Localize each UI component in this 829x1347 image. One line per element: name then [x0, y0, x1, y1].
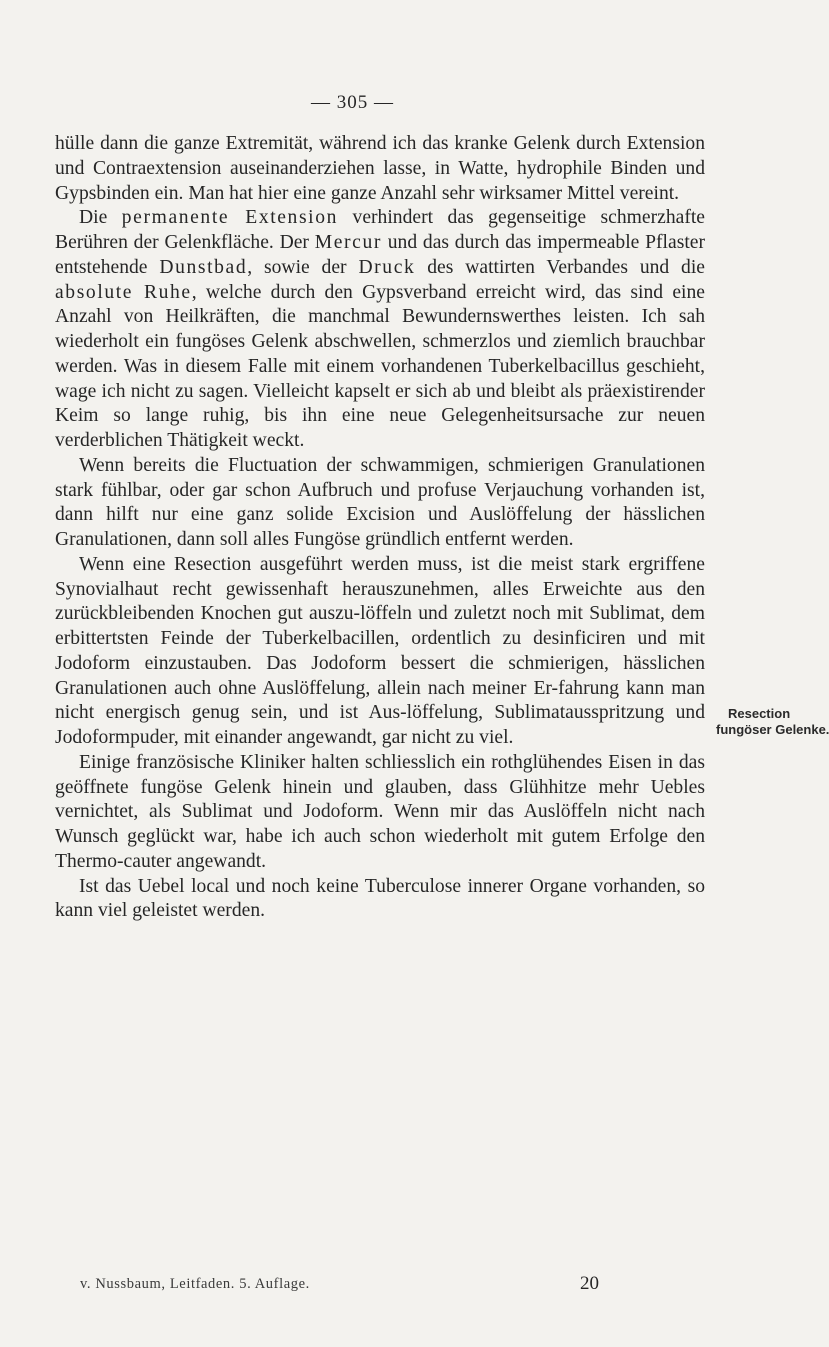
emphasis-permanent-extension: permanente Extension [121, 207, 339, 229]
paragraph-6 [55, 875, 705, 925]
emphasis-mercur: Mercur [314, 232, 382, 253]
paragraph-2-text-d: , sowie der [247, 256, 359, 278]
paragraph-2-text-a: Die [79, 207, 122, 229]
emphasis-dunstbad: Dunstbad [159, 256, 248, 278]
footer-publication: v. Nussbaum, Leitfaden. 5. Auflage. [80, 1276, 310, 1292]
paragraph-3-text: Wenn bereits die Fluctuation der schwammigen, schmierigen Granulationen stark fühlbar, oder gar schon Aufbruch und profuse Verjauchung vorhanden ist, dann hilft nur eine ganz solide Excision und Auslöffelung der hässlichen Granulationen, dann soll alles Fungöse gründlich entfernt werden. [55, 454, 705, 550]
paragraph-2-text-b: verhindert das gegenseitige schmerzhafte Berühren der Gelenkfläche. Der [55, 207, 705, 253]
page-number: — 305 — [311, 92, 394, 113]
paragraph-4-text: Wenn eine Resection ausgeführt werden muss, ist die meist stark ergriffene Synovialhaut recht gewissenhaft herauszunehmen, alles Erweichte aus den zurückbleibenden Knochen gut auszu-löffeln und zuletzt noch mit Sublimat, dem erbittertsten Feinde der Tuberkelbacillen, ordentlich zu desinficiren und mit Jodoform einzustauben. Das Jodoform bessert die schmierigen, hässlichen Granulationen auch ohne Auslöffelung, allein nach meiner Er-fahrung kann man nicht energisch genug sein, und ist Aus-löffelung, Sublimatausspritzung und Jodoformpuder, mit einander angewandt, gar nicht zu viel. [55, 553, 705, 748]
paragraph-4 [55, 553, 705, 751]
margin-note [716, 706, 829, 738]
paragraph-1 [55, 132, 705, 206]
paragraph-1-text: hülle dann die ganze Extremität, während ich das kranke Gelenk durch Extension und Contraextension auseinanderziehen lasse, in Watte, hydrophile Binden und Gypsbinden ein. Man hat hier eine ganze Anzahl sehr wirksamer Mittel vereint. [55, 133, 705, 204]
footer [80, 1273, 600, 1294]
paragraph-2-text-e: des wattirten Verbandes und die [415, 256, 705, 278]
paragraph-5-text: Einige französische Kliniker halten schliesslich ein rothglühendes Eisen in das geöffnete fungöse Gelenk hinein und glauben, dass Glühhitze mehr Uebles vernichtet, als Sublimat und Jodoform. Wenn mir das Auslöffeln nicht nach Wunsch geglückt war, habe ich auch schon wiederholt mit gutem Erfolge den Thermo-cauter angewandt. [55, 751, 705, 872]
paragraph-2 [55, 206, 705, 454]
paragraph-6-text: Ist das Uebel local und noch keine Tuberculose innerer Organe vorhanden, so kann viel geleistet werden. [55, 875, 705, 922]
margin-note-line-1: Resection [728, 706, 791, 721]
margin-note-line-2: fungöser Gelenke. [716, 722, 829, 737]
paragraph-3 [55, 454, 705, 553]
footer-signature-mark: 20 [580, 1273, 599, 1294]
emphasis-absolute-ruhe: absolute Ruhe [55, 281, 192, 303]
emphasis-druck: Druck [358, 256, 416, 278]
paragraph-2-text-f: , welche durch den Gypsverband erreicht wird, das sind eine Anzahl von Heilkräften, die manchmal Bewundernswerthes leisten. Ich sah wiederholt ein fungöses Gelenk abschwellen, schmerzlos und ziemlich brauchbar werden. Was in diesem Falle mit einem vorhandenen Tuberkelbacillus geschieht, wage ich nicht zu sagen. Vielleicht kapselt er sich ab und bleibt als präexistirender Keim so lange ruhig, bis ihn eine neue Gelegenheitsursache zur neuen verderblichen Thätigkeit weckt. [55, 281, 705, 451]
body-text [55, 132, 705, 924]
paragraph-5 [55, 751, 705, 875]
paragraph-2-text-c: und das durch das impermeable Pflaster entstehende [55, 232, 705, 278]
